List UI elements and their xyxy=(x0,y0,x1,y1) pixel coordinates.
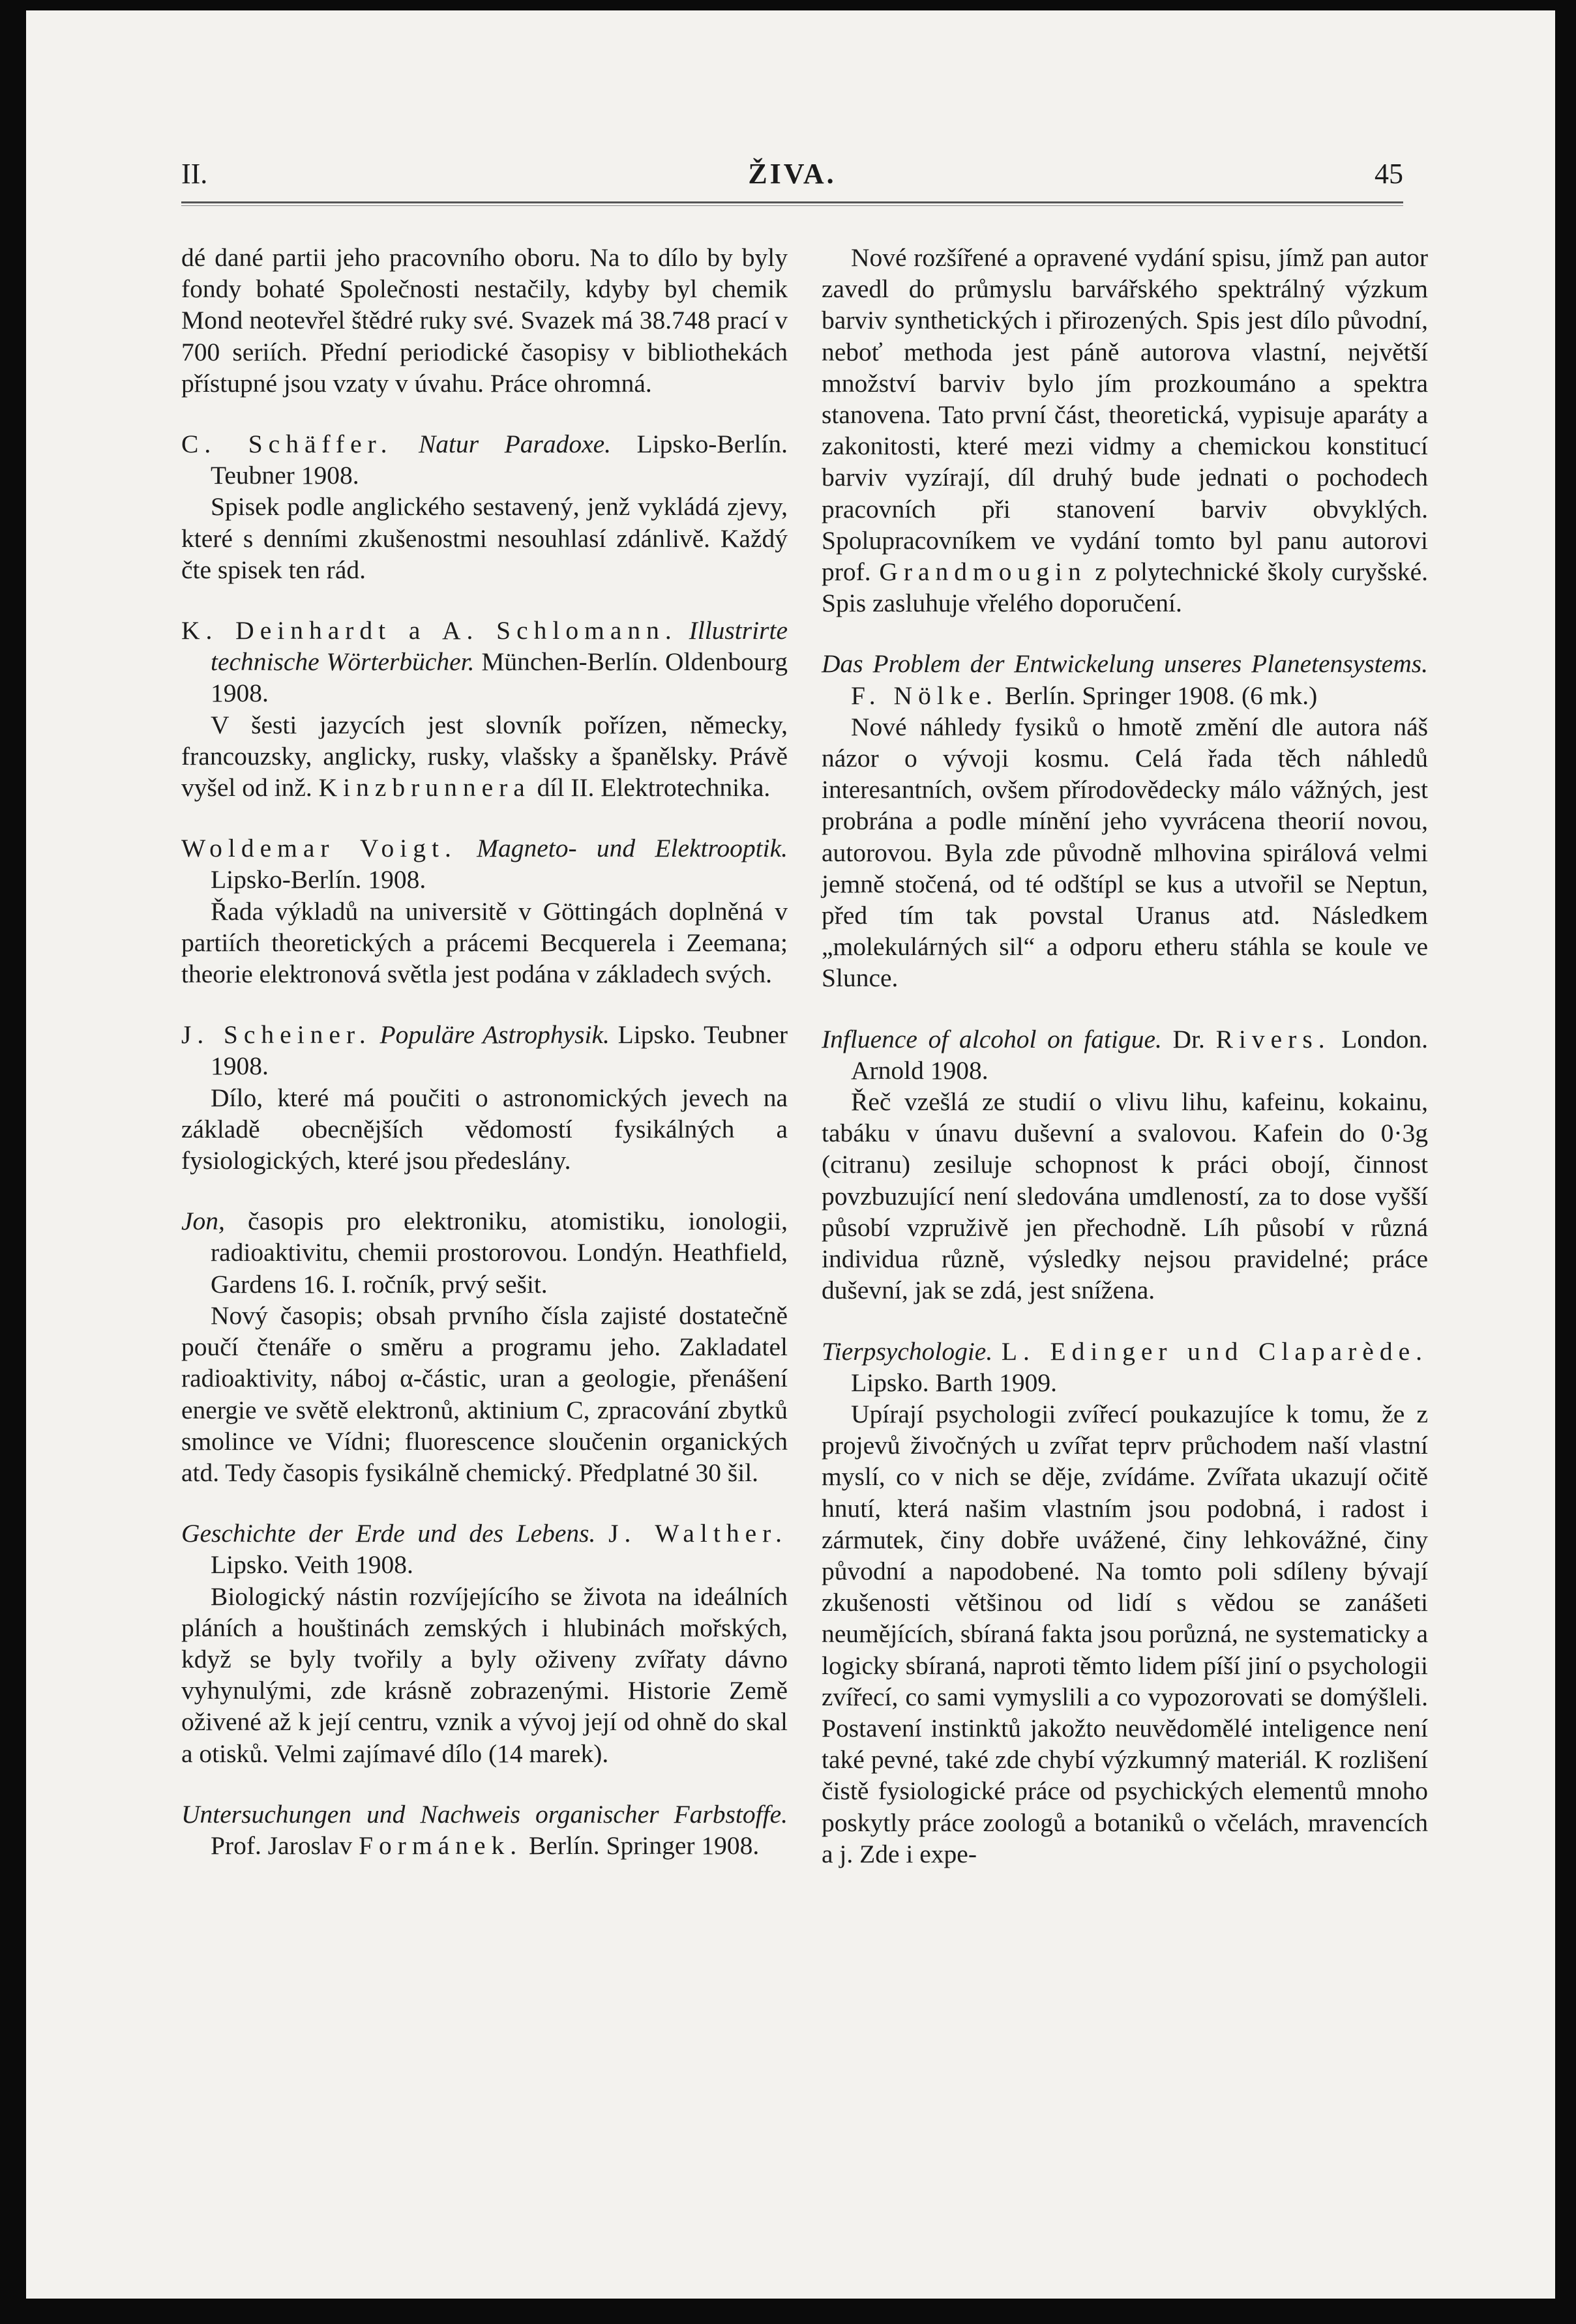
paragraph: Řeč vzešlá ze studií o vlivu lihu, kafeinu, kokainu, tabáku v únavu duševní a svalovou. Kafein do 0·3g (citranu) zesiluje schopnost k práci obojí, činnost povzbuzující není sledována umdleností, za to dose vyšší působí vzpruživě jen přechodně. Líh působí v různá individua různě, výsledky nejsou pravidelné; práce duševní, jak se zdá, jest snížena. xyxy=(822,1087,1428,1305)
book-entry: Das Problem der Entwickelung unseres Planetensystems. F. Nölke. Berlín. Springer 1908. (6 mk.) xyxy=(822,649,1428,710)
book-entry: J. Scheiner. Populäre Astrophysik. Lipsko. Teubner 1908. xyxy=(181,1020,788,1081)
page xyxy=(26,10,1555,2299)
book-entry: Untersuchungen und Nachweis organischer Farbstoffe. Prof. Jaroslav Formánek. Berlín. Springer 1908. xyxy=(181,1799,788,1860)
book-entry: Woldemar Voigt. Magneto- und Elektrooptik. Lipsko-Berlín. 1908. xyxy=(181,834,788,894)
paragraph: Nové náhledy fysiků o hmotě změní dle autora náš názor o vývoji kosmu. Celá řada těch náhledů interesantních, ovšem přírodovědecky málo vážných, jest probrána a podle mínění jeho vyvrácena theorií novou, autorovou. Byla zde původně mlhovina spirálová velmi jemně stočená, od té odštípl se kus a utvořil se Neptun, před tím tak povstal Uranus atd. Následkem „molekulárných sil“ a odporu etheru stáhla se koule ve Slunce. xyxy=(822,712,1428,993)
paragraph: dé dané partii jeho pracovního oboru. Na to dílo by byly fondy bohaté Společnosti nestačily, kdyby byl chemik Mond neotevřel štědré ruky své. Svazek má 38.748 prací v 700 seriích. Přední periodické časopisy v bibliothekách přístupné jsou vzaty v úvahu. Práce ohromná. xyxy=(181,243,788,398)
journal-title: ŽIVA. xyxy=(748,158,837,190)
paragraph: Řada výkladů na universitě v Göttingách doplněná v partiích theoretických a prácemi Becquerela i Zeemana; theorie elektronová světla jest podána v základech svých. xyxy=(181,896,788,989)
paragraph: Dílo, které má poučiti o astronomických jevech na základě obecnějších vědomostí fysikálných a fysiologických, které jsou předeslány. xyxy=(181,1083,788,1175)
book-entry: Tierpsychologie. L. Edinger und Claparède. Lipsko. Barth 1909. xyxy=(822,1336,1428,1397)
paragraph: Biologický nástin rozvíjejícího se života na ideálních pláních a houštinách zemských i hlubinách mořských, když se byly tvořily a byly oživeny zvířaty dávno vyhynulými, zde krásně zobrazenými. Historie Země oživené až k její centru, vznik a vývoj její od ohně do skal a otisků. Velmi zajímavé dílo (14 marek). xyxy=(181,1581,788,1768)
header-rule xyxy=(181,201,1403,206)
book-entry: C. Schäffer. Natur Paradoxe. Lipsko-Berlín. Teubner 1908. xyxy=(181,430,788,490)
right-column xyxy=(822,242,1428,1870)
book-entry: K. Deinhardt a A. Schlomann. Illustrirte technische Wörterbücher. München-Berlín. Oldenbourg 1908. xyxy=(181,616,788,708)
paragraph: V šesti jazycích jest slovník pořízen, německy, francouzsky, anglicky, rusky, vlašsky a španělsky. Právě vyšel od inž. Kinzbrunnera díl II. Elektrotechnika. xyxy=(181,710,788,802)
book-entry: Influence of alcohol on fatigue. Dr. Rivers. London. Arnold 1908. xyxy=(822,1024,1429,1085)
paragraph: Upírají psychologii zvířecí poukazujíce k tomu, že z projevů živočných u zvířat teprv průchodem naší vlastní myslí, co v nich se děje, zvídáme. Zvířata ukazují očitě hnutí, která našim vlastním jsou podobná, i radost i zármutek, činy dobře uvážené, činy lehkovážné, činy původní a napodobené. Na tomto poli sdíleny bývají zkušenosti většinou od lidí s vědou se zanášeti neumějících, sbíraná fakta jsou porůzná, ne systematicky a logicky sbíraná, naproti těmto lidem píší jiní o psychologii zvířecí, co sami vymyslili a co vypozorovati se domýšleli. Postavení instinktů jakožto neuvědomělé inteligence není také pevné, také zde chybí výzkumný materiál. K rozlišení čistě fysiologické práce od psychických elementů mnoho poskytly práce zoologů a botaniků o včelách, mravencích a j. Zde i expe- xyxy=(822,1399,1428,1868)
book-entry: Geschichte der Erde und des Lebens. J. Walther. Lipsko. Veith 1908. xyxy=(181,1519,788,1580)
left-column xyxy=(181,242,788,1861)
paragraph: Spisek podle anglického sestavený, jenž vykládá zjevy, které s denními zkušenostmi nesouhlasí zdánlivě. Každý čte spisek ten rád. xyxy=(181,492,788,584)
page-number: 45 xyxy=(1375,158,1403,190)
paragraph: Nový časopis; obsah prvního čísla zajisté dostatečně poučí čtenáře o směru a programu jeho. Zakladatel radioaktivity, náboj α-částic, uran a geologie, přenášení energie ve světě elektronů, aktinium C, zpracování zbytků smolince ve Vídni; fluorescence sloučenin organických atd. Tedy časopis fysikálně chemický. Předplatné 30 šil. xyxy=(181,1301,788,1487)
paragraph: Nové rozšířené a opravené vydání spisu, jímž pan autor zavedl do průmyslu barvářského spektrálný výzkum barviv synthetických i přirozených. Spis jest dílo původní, neboť methoda jest páně autorova vlastní, největší množství barviv bylo jím prozkoumáno a spektra stanovena. Tato první část, theoretická, vypisuje aparáty a zakonitosti, které mezi vidmy a chemickou konstitucí barviv vyzírají, díl druhý bude jednati o pochodech pracovních při stanovení barviv obvyklých. Spolupracovníkem ve vydání tomto byl panu autorovi prof. Grandmougin z polytechnické školy curyšské. Spis zasluhuje vřelého doporučení. xyxy=(822,243,1428,618)
volume-number: II. xyxy=(181,158,208,190)
book-entry: Jon, časopis pro elektroniku, atomistiku, ionologii, radioaktivitu, chemii prostorovou. Londýn. Heathfield, Gardens 16. I. ročník, prvý sešit. xyxy=(181,1207,788,1299)
page-header xyxy=(181,157,1403,196)
